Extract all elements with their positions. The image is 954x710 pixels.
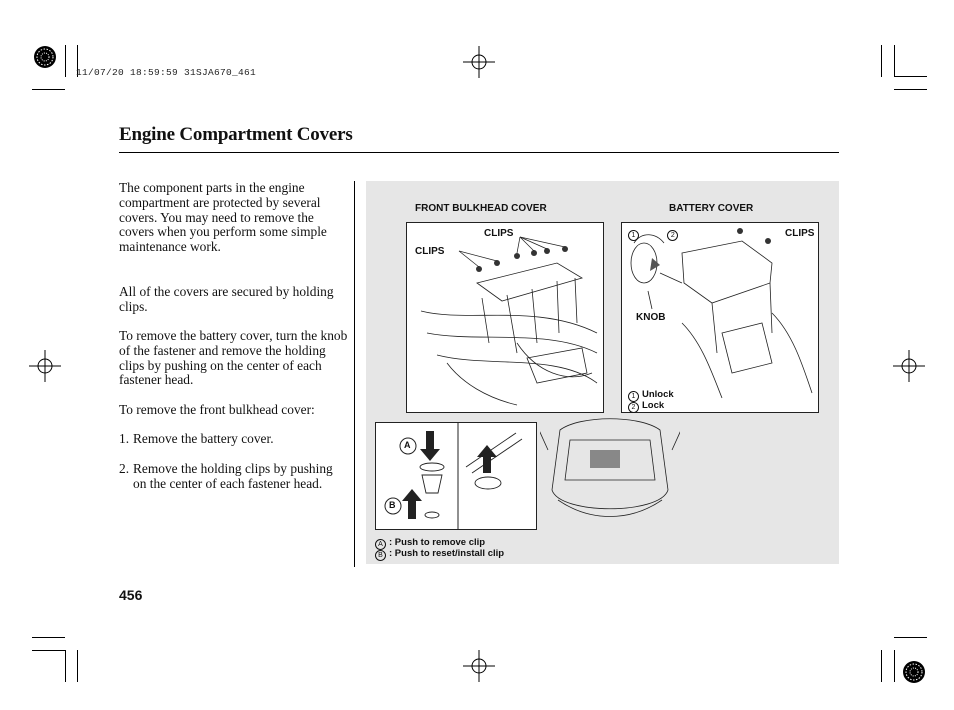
step-text: Remove the holding clips by pushing on the center of each fastener head. — [133, 461, 333, 491]
legend-b-text: : Push to reset/install clip — [389, 548, 505, 559]
registration-target-left — [29, 350, 61, 382]
knob-label: KNOB — [636, 312, 666, 323]
step-number: 1. — [119, 431, 130, 446]
lock-label: Lock — [642, 400, 665, 411]
color-wheel-top-left — [34, 46, 56, 68]
car-overview-drawing — [540, 410, 680, 528]
step-item — [119, 462, 349, 492]
clip-detail-drawing — [376, 423, 536, 529]
body-paragraph: To remove the front bulkhead cover: — [119, 402, 315, 417]
clip-detail-illustration — [375, 422, 537, 530]
body-paragraph: To remove the battery cover, turn the knob of the fastener and remove the holding clips by pushing on the center of each fastener head. — [119, 328, 348, 388]
marker-a: A — [404, 440, 411, 450]
registration-target-bottom — [463, 650, 495, 682]
circled-letter-a: A — [375, 539, 386, 550]
registration-target-top — [463, 46, 495, 78]
clips-label: CLIPS — [415, 246, 445, 257]
circled-number-2: 2 — [667, 230, 678, 241]
circled-letter-b: B — [375, 550, 386, 561]
battery-cover-label: BATTERY COVER — [669, 203, 754, 214]
body-paragraph: All of the covers are secured by holding clips. — [119, 284, 334, 314]
page-title: Engine Compartment Covers — [119, 124, 353, 145]
column-divider — [354, 181, 355, 567]
registration-target-right — [893, 350, 925, 382]
unlock-label: Unlock — [642, 389, 674, 400]
legend-a-text: : Push to remove clip — [389, 537, 486, 548]
clips-label: CLIPS — [785, 228, 815, 239]
legend-b — [375, 548, 504, 561]
title-divider — [119, 152, 839, 153]
step-text: Remove the battery cover. — [133, 431, 274, 446]
clips-label: CLIPS — [484, 228, 514, 239]
knob-rotation-markers — [628, 228, 681, 241]
circled-number-1: 1 — [628, 230, 639, 241]
color-wheel-bottom-right — [903, 661, 925, 683]
front-bulkhead-cover-label: FRONT BULKHEAD COVER — [415, 203, 547, 214]
body-paragraph: The component parts in the engine compartment are protected by several covers. You may need to remove the covers when you perform some simple maintenance work. — [119, 180, 327, 255]
circled-number-1: 1 — [628, 391, 639, 402]
step-item — [119, 432, 349, 447]
step-number: 2. — [119, 461, 130, 476]
circled-number-2: 2 — [628, 402, 639, 413]
print-stamp: 11/07/20 18:59:59 31SJA670_461 — [76, 67, 257, 78]
page-number: 456 — [119, 587, 143, 603]
marker-b: B — [389, 500, 396, 510]
